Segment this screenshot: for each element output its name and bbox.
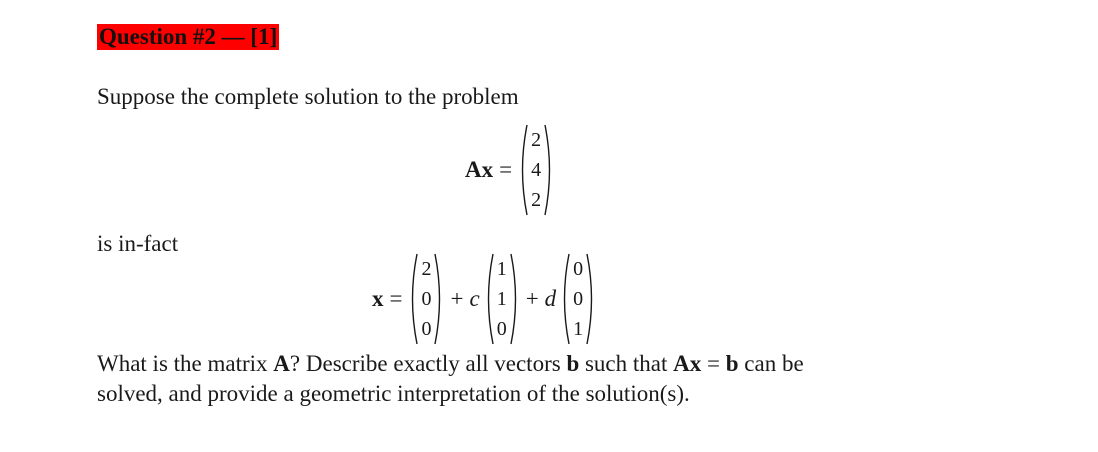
null-vector-1: [484, 252, 520, 346]
question-text: ? Describe exactly all vectors: [289, 351, 567, 376]
eq1-equals: =: [499, 157, 513, 182]
v3-entry: 0: [573, 258, 584, 280]
question-text: What is the matrix: [97, 351, 274, 376]
equals-sign: =: [701, 351, 726, 376]
vector-b: b: [725, 351, 739, 376]
plus-sign: +: [450, 286, 464, 311]
v2-entry: 1: [496, 258, 507, 280]
v1-entry: 0: [421, 288, 432, 310]
coefficient-c: c: [469, 286, 480, 311]
question-text: such that: [579, 351, 674, 376]
mid-text: is in-fact: [97, 231, 179, 256]
v1-entry: 2: [421, 258, 432, 280]
null-vector-2: [560, 252, 596, 346]
eq2-lhs: x: [372, 286, 384, 311]
question-line-1: [97, 349, 804, 379]
right-paren-icon: [586, 252, 596, 346]
right-paren-icon: [544, 123, 554, 217]
ax-term: Ax: [673, 351, 702, 376]
matrix-a: A: [273, 351, 290, 376]
question-text: can be: [738, 351, 804, 376]
left-paren-icon: [484, 252, 494, 346]
left-paren-icon: [518, 123, 528, 217]
question-line-2: solved, and provide a geometric interpretation of the solution(s).: [97, 381, 690, 406]
eq1-lhs: Ax: [465, 157, 494, 182]
intro-text: Suppose the complete solution to the problem: [97, 84, 519, 109]
eq1-rhs-entry: 4: [531, 159, 542, 181]
left-paren-icon: [560, 252, 570, 346]
vector-b: b: [566, 351, 580, 376]
v1-entry: 0: [421, 318, 432, 340]
particular-vector: [408, 252, 444, 346]
v3-entry: 0: [573, 288, 584, 310]
eq2-equals: =: [389, 286, 403, 311]
equation-ax: [465, 123, 554, 217]
plus-sign: +: [525, 286, 539, 311]
left-paren-icon: [408, 252, 418, 346]
right-paren-icon: [434, 252, 444, 346]
eq1-rhs-entry: 2: [531, 189, 542, 211]
v2-entry: 1: [496, 288, 507, 310]
question-heading: Question #2 — [1]: [99, 24, 278, 49]
eq1-rhs-vector: [518, 123, 554, 217]
coefficient-d: d: [544, 286, 557, 311]
equation-solution: [372, 252, 596, 346]
v2-entry: 0: [496, 318, 507, 340]
eq1-rhs-entry: 2: [531, 129, 542, 151]
right-paren-icon: [510, 252, 520, 346]
v3-entry: 1: [573, 318, 584, 340]
